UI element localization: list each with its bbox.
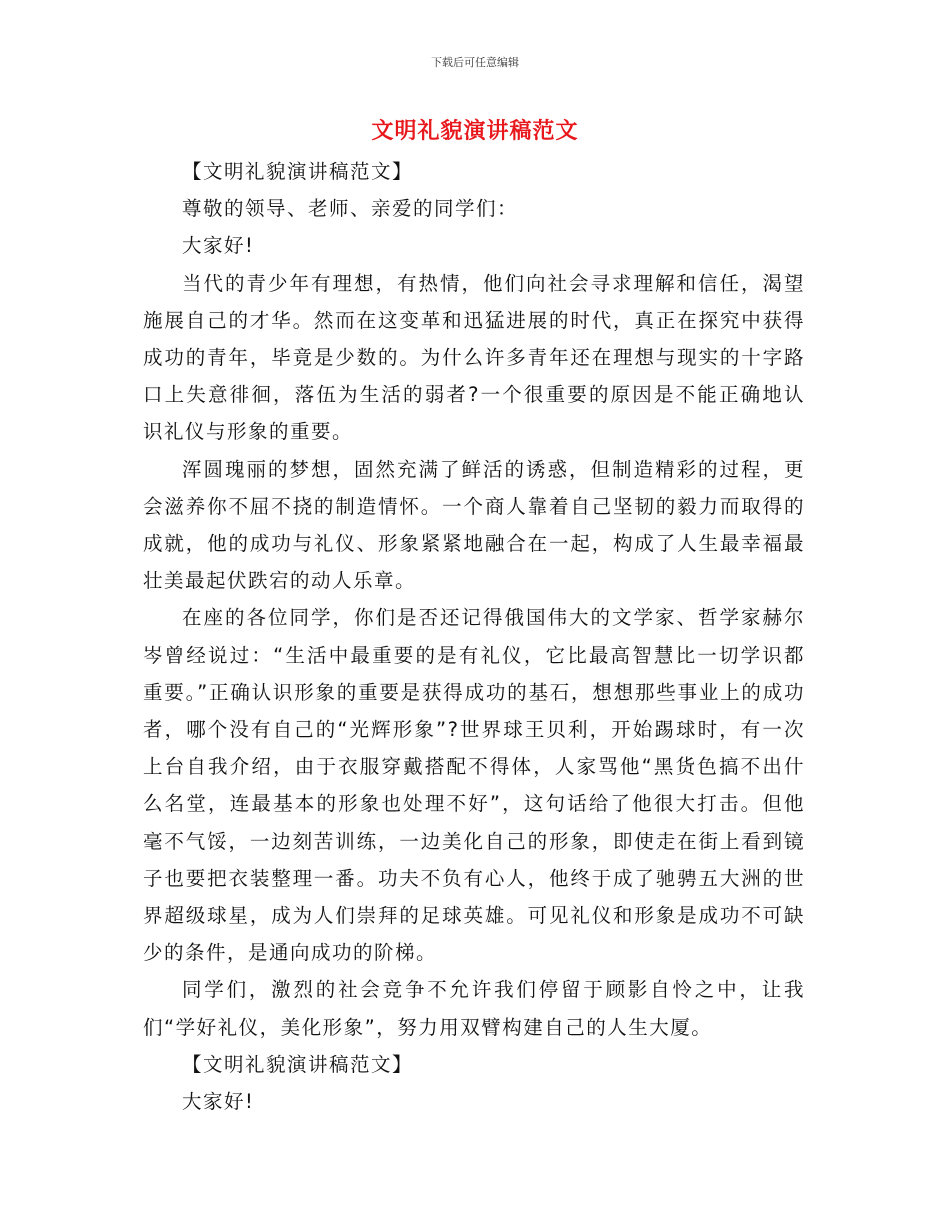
paragraph-salutation: 尊敬的领导、老师、亲爱的同学们： <box>182 197 519 221</box>
document-body <box>143 153 805 1120</box>
paragraph-body: 浑圆瑰丽的梦想，固然充满了鲜活的诱惑，但制造精彩的过程，更会滋养你不屈不挠的制造情怀。一个商人靠着自己坚韧的毅力而取得的成就，他的成功与礼仪、形象紧紧地融合在一起，构成了人生最幸福最壮美最起伏跌宕的动人乐章。 <box>143 457 805 593</box>
document-title: 文明礼貌演讲稿范文 <box>371 119 579 144</box>
paragraph-greeting: 大家好! <box>182 1090 255 1114</box>
paragraph-body: 在座的各位同学，你们是否还记得俄国伟大的文学家、哲学家赫尔岑曾经说过：“生活中最重要的是有礼仪，它比最高智慧比一切学识都重要。”正确认识形象的重要是获得成功的基石，想想那些事业上的成功者，哪个没有自己的“光辉形象”?世界球王贝利，开始踢球时，有一次上台自我介绍，由于衣服穿戴搭配不得体，人家骂他“黑货色搞不出什么名堂，连最基本的形象也处理不好”，这句话给了他很大打击。但他毫不气馁，一边刻苦训练，一边美化自己的形象，即使走在街上看到镜子也要把衣装整理一番。功夫不负有心人，他终于成了驰骋五大洲的世界超级球星，成为人们崇拜的足球英雄。可见礼仪和形象是成功不可缺少的条件，是通向成功的阶梯。 <box>143 606 805 965</box>
paragraph-body: 当代的青少年有理想，有热情，他们向社会寻求理解和信任，渴望施展自己的才华。然而在这变革和迅猛进展的时代，真正在探究中获得成功的青年，毕竟是少数的。为什么许多青年还在理想与现实的十字路口上失意徘徊，落伍为生活的弱者?一个很重要的原因是不能正确地认识礼仪与形象的重要。 <box>143 271 805 444</box>
paragraph-section-heading: 【文明礼貌演讲稿范文】 <box>182 160 414 183</box>
paragraph-section-heading: 【文明礼貌演讲稿范文】 <box>182 1052 414 1076</box>
paragraph-greeting: 大家好! <box>182 234 255 258</box>
paragraph-body: 同学们，激烈的社会竞争不允许我们停留于顾影自怜之中，让我们“学好礼仪，美化形象”，努力用双臂构建自己的人生大厦。 <box>143 978 805 1039</box>
header-note: 下载后可任意编辑 <box>431 56 519 69</box>
